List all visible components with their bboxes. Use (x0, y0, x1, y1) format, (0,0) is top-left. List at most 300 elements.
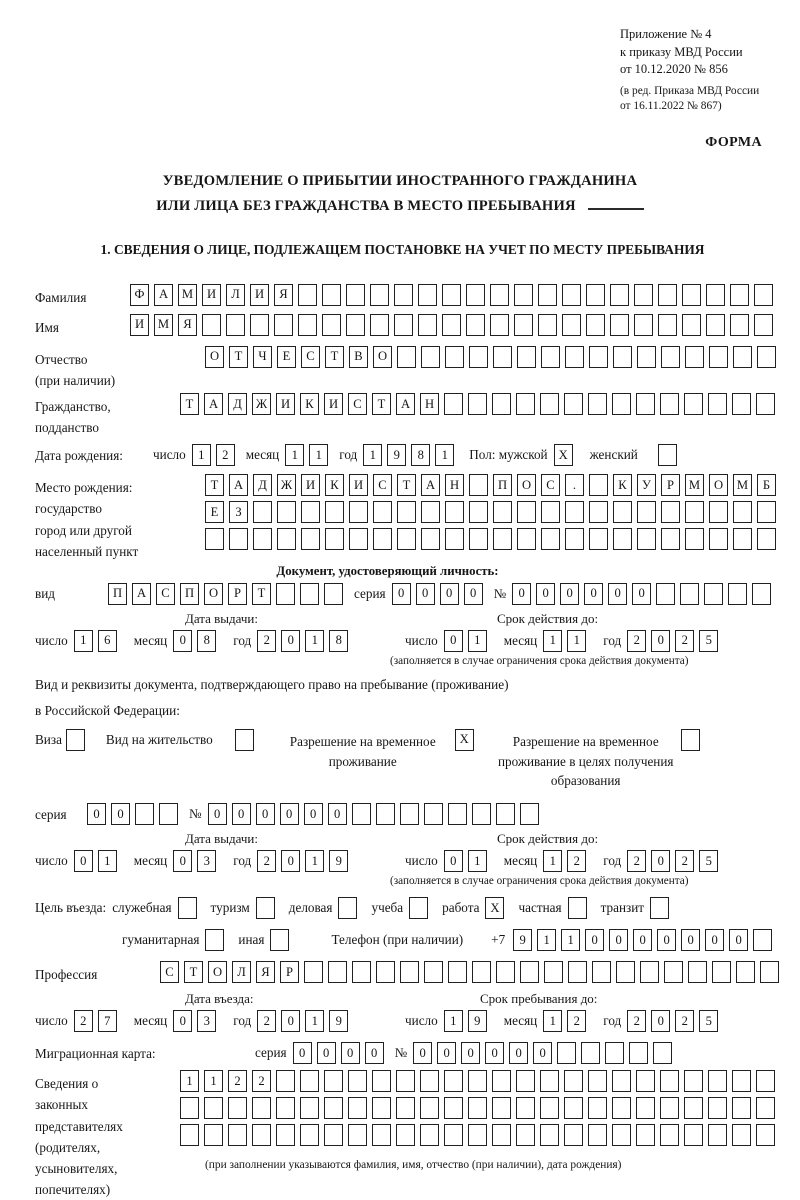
surname-cell[interactable] (730, 284, 749, 306)
residence-issue-year-cell[interactable]: 0 (281, 850, 300, 872)
citizenship-cell[interactable]: Д (228, 393, 247, 415)
birthplace-cell[interactable]: О (517, 474, 536, 496)
birthplace-cell[interactable] (517, 501, 536, 523)
legal-reps-cell[interactable] (684, 1097, 703, 1119)
birthplace-cell[interactable]: Т (205, 474, 224, 496)
firstname-cell[interactable] (754, 314, 773, 336)
birthplace-cell[interactable] (541, 528, 560, 550)
identity-valid-day-cell[interactable]: 0 (444, 630, 463, 652)
residence-series-cell[interactable]: 0 (111, 803, 130, 825)
firstname-cell[interactable] (538, 314, 557, 336)
firstname-cell[interactable] (634, 314, 653, 336)
patronymic-cell[interactable] (565, 346, 584, 368)
patronymic-cell[interactable] (493, 346, 512, 368)
legal-reps-cell[interactable] (708, 1124, 727, 1146)
doc-number-cell[interactable] (704, 583, 723, 605)
firstname-cell[interactable] (562, 314, 581, 336)
birthplace-cell[interactable] (445, 528, 464, 550)
stay-year-cell[interactable]: 5 (699, 1010, 718, 1032)
birthplace-cell[interactable] (733, 501, 752, 523)
residence-issue-day-cell[interactable]: 0 (74, 850, 93, 872)
birthplace-cell[interactable] (565, 501, 584, 523)
birthplace-cell[interactable] (589, 474, 608, 496)
birthplace-cell[interactable] (685, 501, 704, 523)
profession-cell[interactable] (472, 961, 491, 983)
phone-digit-cell[interactable]: 0 (657, 929, 676, 951)
surname-cell[interactable] (346, 284, 365, 306)
entry-month-cell[interactable]: 0 (173, 1010, 192, 1032)
legal-reps-cell[interactable] (420, 1070, 439, 1092)
doc-number-cell[interactable] (680, 583, 699, 605)
surname-cell[interactable]: А (154, 284, 173, 306)
birthplace-cell[interactable] (709, 528, 728, 550)
patronymic-cell[interactable]: Ч (253, 346, 272, 368)
firstname-cell[interactable] (418, 314, 437, 336)
residence-valid-year-cell[interactable]: 0 (651, 850, 670, 872)
surname-cell[interactable] (490, 284, 509, 306)
legal-reps-cell[interactable] (420, 1097, 439, 1119)
firstname-cell[interactable] (442, 314, 461, 336)
legal-reps-cell[interactable] (180, 1097, 199, 1119)
firstname-cell[interactable] (202, 314, 221, 336)
profession-cell[interactable] (448, 961, 467, 983)
legal-reps-cell[interactable] (276, 1097, 295, 1119)
migration-number-cell[interactable]: 0 (437, 1042, 456, 1064)
firstname-cell[interactable] (466, 314, 485, 336)
surname-cell[interactable] (322, 284, 341, 306)
residence-valid-year-cell[interactable]: 2 (627, 850, 646, 872)
residence-number-cell[interactable] (496, 803, 515, 825)
stay-day-cell[interactable]: 9 (468, 1010, 487, 1032)
profession-cell[interactable]: Т (184, 961, 203, 983)
firstname-cell[interactable] (346, 314, 365, 336)
legal-reps-cell[interactable] (588, 1097, 607, 1119)
profession-cell[interactable] (664, 961, 683, 983)
legal-reps-cell[interactable] (516, 1070, 535, 1092)
residence-valid-year-cell[interactable]: 5 (699, 850, 718, 872)
patronymic-cell[interactable] (757, 346, 776, 368)
birthplace-cell[interactable] (349, 528, 368, 550)
patronymic-cell[interactable] (541, 346, 560, 368)
profession-cell[interactable] (496, 961, 515, 983)
birthplace-cell[interactable]: О (709, 474, 728, 496)
identity-valid-year-cell[interactable]: 0 (651, 630, 670, 652)
citizenship-cell[interactable] (540, 393, 559, 415)
identity-valid-year-cell[interactable]: 2 (627, 630, 646, 652)
identity-issue-day-cell[interactable]: 6 (98, 630, 117, 652)
citizenship-cell[interactable] (708, 393, 727, 415)
migration-number-cell[interactable] (629, 1042, 648, 1064)
migration-number-cell[interactable]: 0 (533, 1042, 552, 1064)
legal-reps-cell[interactable] (372, 1070, 391, 1092)
residence-valid-year-cell[interactable]: 2 (675, 850, 694, 872)
legal-reps-cell[interactable] (732, 1097, 751, 1119)
firstname-cell[interactable] (730, 314, 749, 336)
legal-reps-cell[interactable] (204, 1097, 223, 1119)
birthplace-cell[interactable] (685, 528, 704, 550)
legal-reps-cell[interactable] (300, 1124, 319, 1146)
sex-female-cell[interactable] (658, 444, 677, 466)
profession-cell[interactable]: С (160, 961, 179, 983)
purpose-private-cell[interactable] (568, 897, 587, 919)
citizenship-cell[interactable]: Ж (252, 393, 271, 415)
legal-reps-cell[interactable] (228, 1097, 247, 1119)
legal-reps-cell[interactable] (348, 1070, 367, 1092)
profession-cell[interactable] (568, 961, 587, 983)
legal-reps-cell[interactable] (660, 1097, 679, 1119)
legal-reps-cell[interactable] (564, 1097, 583, 1119)
entry-day-cell[interactable]: 7 (98, 1010, 117, 1032)
residence-issue-day-cell[interactable]: 1 (98, 850, 117, 872)
surname-cell[interactable] (562, 284, 581, 306)
birthplace-cell[interactable] (733, 528, 752, 550)
legal-reps-cell[interactable]: 1 (180, 1070, 199, 1092)
surname-cell[interactable] (442, 284, 461, 306)
legal-reps-cell[interactable] (756, 1097, 775, 1119)
legal-reps-cell[interactable] (468, 1097, 487, 1119)
migration-number-cell[interactable] (653, 1042, 672, 1064)
legal-reps-cell[interactable] (516, 1124, 535, 1146)
legal-reps-cell[interactable] (708, 1097, 727, 1119)
surname-cell[interactable] (370, 284, 389, 306)
firstname-cell[interactable] (490, 314, 509, 336)
temp-residence-cell[interactable]: X (455, 729, 474, 751)
residence-series-cell[interactable] (159, 803, 178, 825)
patronymic-cell[interactable]: Е (277, 346, 296, 368)
doc-series-cell[interactable]: 0 (392, 583, 411, 605)
residence-number-cell[interactable]: 0 (304, 803, 323, 825)
legal-reps-cell[interactable] (372, 1124, 391, 1146)
birthplace-cell[interactable] (661, 528, 680, 550)
birthplace-cell[interactable] (637, 528, 656, 550)
surname-cell[interactable]: Л (226, 284, 245, 306)
birthplace-cell[interactable] (589, 528, 608, 550)
birthplace-cell[interactable]: Е (205, 501, 224, 523)
firstname-cell[interactable] (610, 314, 629, 336)
legal-reps-cell[interactable] (684, 1124, 703, 1146)
legal-reps-cell[interactable] (444, 1070, 463, 1092)
migration-number-cell[interactable]: 0 (509, 1042, 528, 1064)
legal-reps-cell[interactable] (348, 1097, 367, 1119)
phone-digit-cell[interactable]: 0 (681, 929, 700, 951)
birthplace-cell[interactable]: Т (397, 474, 416, 496)
surname-cell[interactable]: И (250, 284, 269, 306)
legal-reps-cell[interactable] (324, 1124, 343, 1146)
citizenship-cell[interactable] (732, 393, 751, 415)
identity-issue-month-cell[interactable]: 0 (173, 630, 192, 652)
residence-number-cell[interactable] (376, 803, 395, 825)
residence-number-cell[interactable]: 0 (280, 803, 299, 825)
legal-reps-cell[interactable] (540, 1097, 559, 1119)
migration-number-cell[interactable] (581, 1042, 600, 1064)
profession-cell[interactable] (616, 961, 635, 983)
legal-reps-cell[interactable] (276, 1124, 295, 1146)
legal-reps-cell[interactable] (444, 1097, 463, 1119)
profession-cell[interactable] (688, 961, 707, 983)
profession-cell[interactable]: Я (256, 961, 275, 983)
birthplace-cell[interactable] (325, 501, 344, 523)
residence-number-cell[interactable]: 0 (328, 803, 347, 825)
birthplace-cell[interactable]: З (229, 501, 248, 523)
birthplace-cell[interactable]: К (325, 474, 344, 496)
citizenship-cell[interactable]: А (204, 393, 223, 415)
phone-digit-cell[interactable]: 9 (513, 929, 532, 951)
surname-cell[interactable] (754, 284, 773, 306)
legal-reps-cell[interactable] (204, 1124, 223, 1146)
birthplace-cell[interactable] (589, 501, 608, 523)
firstname-cell[interactable] (394, 314, 413, 336)
identity-issue-year-cell[interactable]: 0 (281, 630, 300, 652)
birthplace-cell[interactable] (301, 501, 320, 523)
legal-reps-cell[interactable] (396, 1124, 415, 1146)
doc-type-cell[interactable]: П (180, 583, 199, 605)
migration-series-cell[interactable]: 0 (293, 1042, 312, 1064)
profession-cell[interactable] (640, 961, 659, 983)
migration-number-cell[interactable]: 0 (461, 1042, 480, 1064)
firstname-cell[interactable] (226, 314, 245, 336)
birthplace-cell[interactable]: С (541, 474, 560, 496)
patronymic-cell[interactable]: Т (325, 346, 344, 368)
profession-cell[interactable] (544, 961, 563, 983)
entry-year-cell[interactable]: 0 (281, 1010, 300, 1032)
phone-digit-cell[interactable]: 0 (609, 929, 628, 951)
legal-reps-cell[interactable] (276, 1070, 295, 1092)
birthplace-cell[interactable] (637, 501, 656, 523)
identity-valid-month-cell[interactable]: 1 (543, 630, 562, 652)
surname-cell[interactable] (706, 284, 725, 306)
entry-year-cell[interactable]: 1 (305, 1010, 324, 1032)
stay-year-cell[interactable]: 2 (627, 1010, 646, 1032)
birthplace-cell[interactable] (517, 528, 536, 550)
patronymic-cell[interactable] (709, 346, 728, 368)
surname-cell[interactable] (634, 284, 653, 306)
birthplace-cell[interactable] (445, 501, 464, 523)
residence-issue-year-cell[interactable]: 2 (257, 850, 276, 872)
residence-number-cell[interactable] (448, 803, 467, 825)
birth-month-cell[interactable]: 1 (285, 444, 304, 466)
citizenship-cell[interactable] (516, 393, 535, 415)
residence-issue-year-cell[interactable]: 9 (329, 850, 348, 872)
citizenship-cell[interactable]: И (276, 393, 295, 415)
legal-reps-cell[interactable] (612, 1070, 631, 1092)
citizenship-cell[interactable] (684, 393, 703, 415)
doc-type-cell[interactable]: Р (228, 583, 247, 605)
residence-number-cell[interactable] (352, 803, 371, 825)
birthplace-cell[interactable] (397, 501, 416, 523)
birth-year-cell[interactable]: 8 (411, 444, 430, 466)
birthplace-cell[interactable]: Ж (277, 474, 296, 496)
entry-day-cell[interactable]: 2 (74, 1010, 93, 1032)
surname-cell[interactable] (586, 284, 605, 306)
legal-reps-cell[interactable] (252, 1097, 271, 1119)
legal-reps-cell[interactable] (468, 1124, 487, 1146)
doc-type-cell[interactable]: П (108, 583, 127, 605)
phone-digit-cell[interactable] (753, 929, 772, 951)
firstname-cell[interactable]: М (154, 314, 173, 336)
legal-reps-cell[interactable] (444, 1124, 463, 1146)
profession-cell[interactable] (712, 961, 731, 983)
birthplace-cell[interactable]: М (733, 474, 752, 496)
legal-reps-cell[interactable] (516, 1097, 535, 1119)
stay-month-cell[interactable]: 2 (567, 1010, 586, 1032)
migration-series-cell[interactable]: 0 (341, 1042, 360, 1064)
birthplace-cell[interactable]: А (229, 474, 248, 496)
residence-number-cell[interactable] (520, 803, 539, 825)
doc-number-cell[interactable]: 0 (560, 583, 579, 605)
legal-reps-cell[interactable] (588, 1070, 607, 1092)
migration-number-cell[interactable] (557, 1042, 576, 1064)
residence-valid-day-cell[interactable]: 1 (468, 850, 487, 872)
patronymic-cell[interactable]: В (349, 346, 368, 368)
birthplace-cell[interactable]: И (301, 474, 320, 496)
doc-type-cell[interactable]: О (204, 583, 223, 605)
citizenship-cell[interactable]: А (396, 393, 415, 415)
purpose-business-cell[interactable] (178, 897, 197, 919)
doc-type-cell[interactable]: Т (252, 583, 271, 605)
firstname-cell[interactable] (250, 314, 269, 336)
residence-number-cell[interactable] (424, 803, 443, 825)
patronymic-cell[interactable] (445, 346, 464, 368)
birthplace-cell[interactable] (709, 501, 728, 523)
birthplace-cell[interactable] (301, 528, 320, 550)
stay-year-cell[interactable]: 2 (675, 1010, 694, 1032)
birthplace-cell[interactable]: И (349, 474, 368, 496)
birthplace-cell[interactable]: Б (757, 474, 776, 496)
residence-valid-month-cell[interactable]: 2 (567, 850, 586, 872)
legal-reps-cell[interactable] (564, 1124, 583, 1146)
firstname-cell[interactable] (514, 314, 533, 336)
patronymic-cell[interactable] (685, 346, 704, 368)
surname-cell[interactable] (466, 284, 485, 306)
purpose-humanitarian-cell[interactable] (205, 929, 224, 951)
patronymic-cell[interactable] (613, 346, 632, 368)
birthplace-cell[interactable] (373, 501, 392, 523)
doc-series-cell[interactable]: 0 (416, 583, 435, 605)
surname-cell[interactable] (514, 284, 533, 306)
legal-reps-cell[interactable] (492, 1124, 511, 1146)
legal-reps-cell[interactable] (180, 1124, 199, 1146)
legal-reps-cell[interactable] (420, 1124, 439, 1146)
phone-digit-cell[interactable]: 1 (561, 929, 580, 951)
phone-digit-cell[interactable]: 0 (585, 929, 604, 951)
surname-cell[interactable] (538, 284, 557, 306)
birthplace-cell[interactable]: . (565, 474, 584, 496)
stay-year-cell[interactable]: 0 (651, 1010, 670, 1032)
firstname-cell[interactable] (706, 314, 725, 336)
phone-digit-cell[interactable]: 0 (633, 929, 652, 951)
surname-cell[interactable] (682, 284, 701, 306)
identity-valid-day-cell[interactable]: 1 (468, 630, 487, 652)
identity-issue-day-cell[interactable]: 1 (74, 630, 93, 652)
birthplace-cell[interactable]: Р (661, 474, 680, 496)
phone-digit-cell[interactable]: 1 (537, 929, 556, 951)
profession-cell[interactable] (376, 961, 395, 983)
firstname-cell[interactable] (370, 314, 389, 336)
residence-series-cell[interactable] (135, 803, 154, 825)
identity-issue-year-cell[interactable]: 2 (257, 630, 276, 652)
firstname-cell[interactable] (682, 314, 701, 336)
birthplace-cell[interactable] (205, 528, 224, 550)
surname-cell[interactable]: И (202, 284, 221, 306)
citizenship-cell[interactable]: Н (420, 393, 439, 415)
doc-number-cell[interactable]: 0 (632, 583, 651, 605)
citizenship-cell[interactable] (564, 393, 583, 415)
birth-year-cell[interactable]: 1 (363, 444, 382, 466)
purpose-transit-cell[interactable] (650, 897, 669, 919)
identity-valid-year-cell[interactable]: 5 (699, 630, 718, 652)
entry-month-cell[interactable]: 3 (197, 1010, 216, 1032)
profession-cell[interactable] (592, 961, 611, 983)
birthplace-cell[interactable] (541, 501, 560, 523)
citizenship-cell[interactable]: Т (180, 393, 199, 415)
residence-valid-day-cell[interactable]: 0 (444, 850, 463, 872)
visa-cell[interactable] (66, 729, 85, 751)
surname-cell[interactable]: М (178, 284, 197, 306)
surname-cell[interactable] (610, 284, 629, 306)
surname-cell[interactable] (658, 284, 677, 306)
birthplace-cell[interactable] (277, 501, 296, 523)
firstname-cell[interactable]: И (130, 314, 149, 336)
doc-number-cell[interactable]: 0 (536, 583, 555, 605)
citizenship-cell[interactable]: И (324, 393, 343, 415)
birth-day-cell[interactable]: 2 (216, 444, 235, 466)
birth-year-cell[interactable]: 1 (435, 444, 454, 466)
birthplace-cell[interactable] (421, 528, 440, 550)
birthplace-cell[interactable] (565, 528, 584, 550)
residence-number-cell[interactable]: 0 (256, 803, 275, 825)
firstname-cell[interactable] (274, 314, 293, 336)
patronymic-cell[interactable] (661, 346, 680, 368)
birthplace-cell[interactable]: Д (253, 474, 272, 496)
birthplace-cell[interactable] (277, 528, 296, 550)
profession-cell[interactable] (424, 961, 443, 983)
doc-number-cell[interactable] (728, 583, 747, 605)
birthplace-cell[interactable] (493, 501, 512, 523)
legal-reps-cell[interactable] (612, 1097, 631, 1119)
residence-number-cell[interactable] (400, 803, 419, 825)
firstname-cell[interactable] (322, 314, 341, 336)
legal-reps-cell[interactable] (564, 1070, 583, 1092)
legal-reps-cell[interactable] (588, 1124, 607, 1146)
profession-cell[interactable] (352, 961, 371, 983)
doc-number-cell[interactable]: 0 (584, 583, 603, 605)
legal-reps-cell[interactable] (636, 1124, 655, 1146)
citizenship-cell[interactable]: С (348, 393, 367, 415)
birthplace-cell[interactable]: А (421, 474, 440, 496)
legal-reps-cell[interactable] (300, 1097, 319, 1119)
doc-number-cell[interactable] (656, 583, 675, 605)
surname-cell[interactable] (418, 284, 437, 306)
citizenship-cell[interactable]: К (300, 393, 319, 415)
identity-valid-month-cell[interactable]: 1 (567, 630, 586, 652)
patronymic-cell[interactable] (733, 346, 752, 368)
birth-day-cell[interactable]: 1 (192, 444, 211, 466)
surname-cell[interactable]: Ф (130, 284, 149, 306)
identity-issue-year-cell[interactable]: 1 (305, 630, 324, 652)
legal-reps-cell[interactable] (468, 1070, 487, 1092)
residence-issue-month-cell[interactable]: 3 (197, 850, 216, 872)
birthplace-cell[interactable] (757, 528, 776, 550)
legal-reps-cell[interactable] (300, 1070, 319, 1092)
birthplace-cell[interactable] (469, 501, 488, 523)
doc-number-cell[interactable]: 0 (608, 583, 627, 605)
firstname-cell[interactable] (586, 314, 605, 336)
migration-number-cell[interactable]: 0 (413, 1042, 432, 1064)
birth-month-cell[interactable]: 1 (309, 444, 328, 466)
firstname-cell[interactable] (658, 314, 677, 336)
patronymic-cell[interactable] (397, 346, 416, 368)
legal-reps-cell[interactable] (660, 1124, 679, 1146)
